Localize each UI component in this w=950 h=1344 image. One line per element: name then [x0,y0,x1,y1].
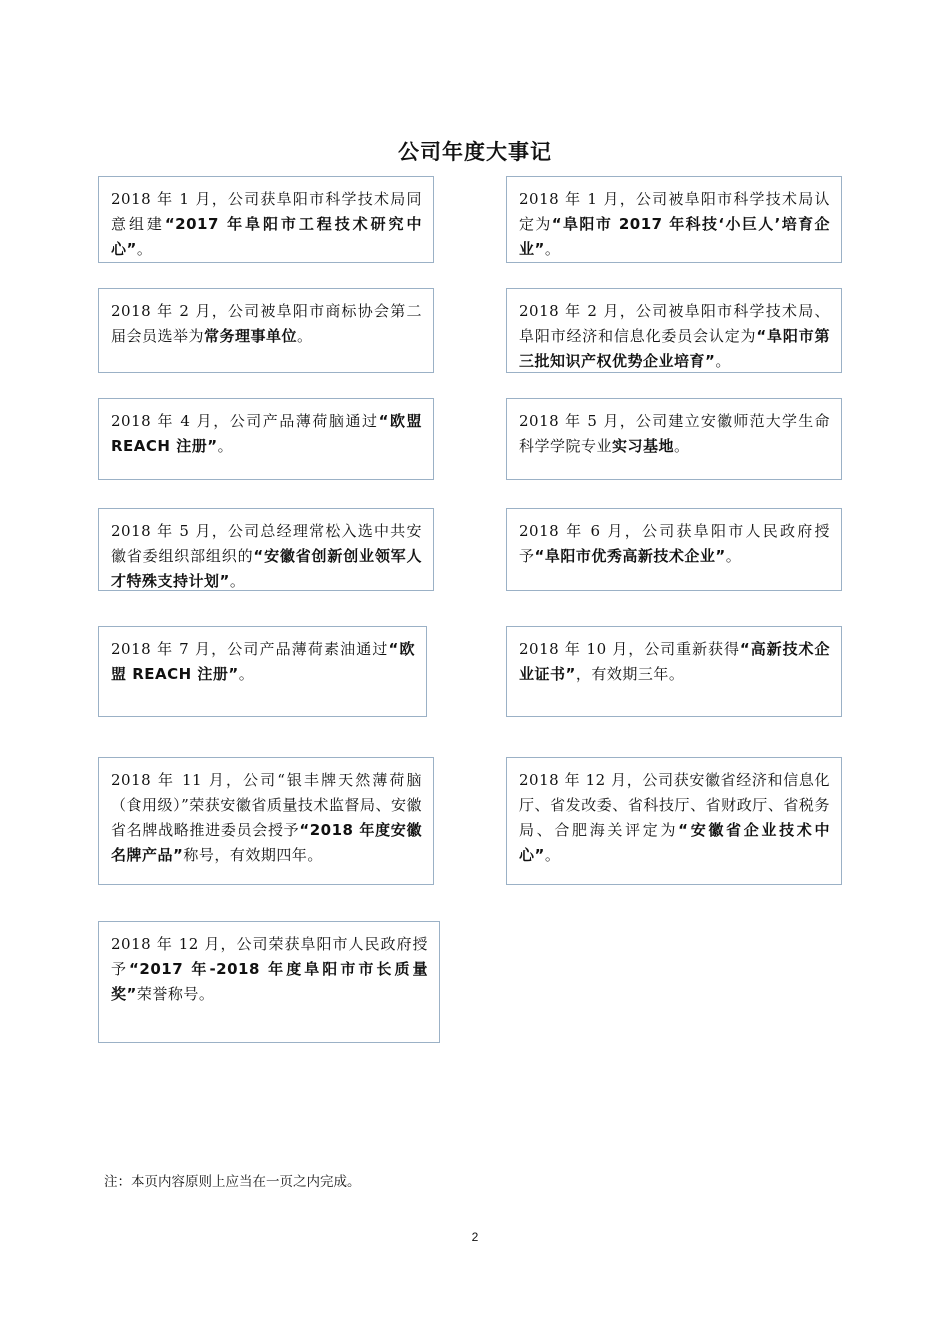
event-highlight: 常务理事单位 [204,327,298,345]
footnote: 注：本页内容原则上应当在一页之内完成。 [104,1174,361,1190]
event-highlight: “安徽省企业技术中心” [519,821,830,864]
event-text: 2018 年 10 月，公司重新获得 [519,640,740,658]
event-text-end: 。 [217,437,234,455]
event-text: 2018 年 1 月，公司获阜阳市科学技术局同意组建 [111,190,422,233]
event-highlight: “欧盟 REACH 注册” [111,412,422,455]
event-text: 2018 年 12 月，公司荣获阜阳市人民政府授予 [111,935,428,978]
event-box [506,176,842,263]
event-text-end: 称号，有效期四年。 [183,846,323,864]
event-highlight: 实习基地 [612,437,675,455]
event-text-end: 。 [725,547,742,565]
event-box [98,921,440,1043]
event-box [98,288,434,373]
event-box [98,176,434,263]
event-box [506,757,842,885]
event-box [506,398,842,480]
event-text: 2018 年 2 月，公司被阜阳市科学技术局、阜阳市经济和信息化委员会认定为 [519,302,830,345]
event-text: 2018 年 5 月，公司建立安徽师范大学生命科学学院专业 [519,412,830,455]
event-text-end: 。 [136,240,153,258]
event-text: 2018 年 5 月，公司总经理常松入选中共安徽省委组织部组织的 [111,522,422,565]
event-box [506,508,842,591]
event-text-end: 。 [674,437,690,455]
event-box [98,508,434,591]
page-number: 2 [471,1230,479,1244]
event-text-end: 。 [297,327,313,345]
event-highlight: “高新技术企业证书” [519,640,830,683]
event-highlight: “阜阳市优秀高新技术企业” [534,547,726,565]
event-highlight: “安徽省创新创业领军人才特殊支持计划” [111,547,422,590]
event-box [98,398,434,480]
event-box [506,288,842,373]
event-text: 2018 年 1 月，公司被阜阳市科学技术局认定为 [519,190,830,233]
event-box [98,626,427,717]
event-highlight: “2017 年阜阳市工程技术研究中心” [111,215,422,258]
event-text-end: 。 [544,240,561,258]
event-text: 2018 年 4 月，公司产品薄荷脑通过 [111,412,379,430]
event-box [98,757,434,885]
event-text-end: 。 [229,572,246,590]
event-text: 2018 年 11 月，公司“银丰牌天然薄荷脑（食用级）”荣获安徽省质量技术监督局、安徽省名牌战略推进委员会授予 [111,771,422,839]
event-text-end: ，有效期三年。 [575,665,685,683]
event-highlight: “2018 年度安徽名牌产品” [111,821,422,864]
event-text: 2018 年 7 月，公司产品薄荷素油通过 [111,640,389,658]
event-text-end: 。 [715,352,731,370]
event-highlight: “欧盟 REACH 注册” [111,640,415,683]
event-text: 2018 年 12 月，公司获安徽省经济和信息化厅、省发改委、省科技厅、省财政厅、省税务局、合肥海关评定为 [519,771,830,839]
event-text-end: 。 [544,846,561,864]
event-text: 2018 年 2 月，公司被阜阳市商标协会第二届会员选举为 [111,302,422,345]
event-text-end: 荣誉称号。 [136,985,215,1003]
event-box [506,626,842,717]
page-title: 公司年度大事记 [398,140,552,164]
event-text: 2018 年 6 月，公司获阜阳市人民政府授予 [519,522,830,565]
event-highlight: “2017 年-2018 年度阜阳市市长质量奖” [111,960,428,1003]
event-highlight: “阜阳市 2017 年科技‘小巨人’培育企业” [519,215,830,258]
event-highlight: “阜阳市第三批知识产权优势企业培育” [519,327,830,370]
event-text-end: 。 [238,665,255,683]
